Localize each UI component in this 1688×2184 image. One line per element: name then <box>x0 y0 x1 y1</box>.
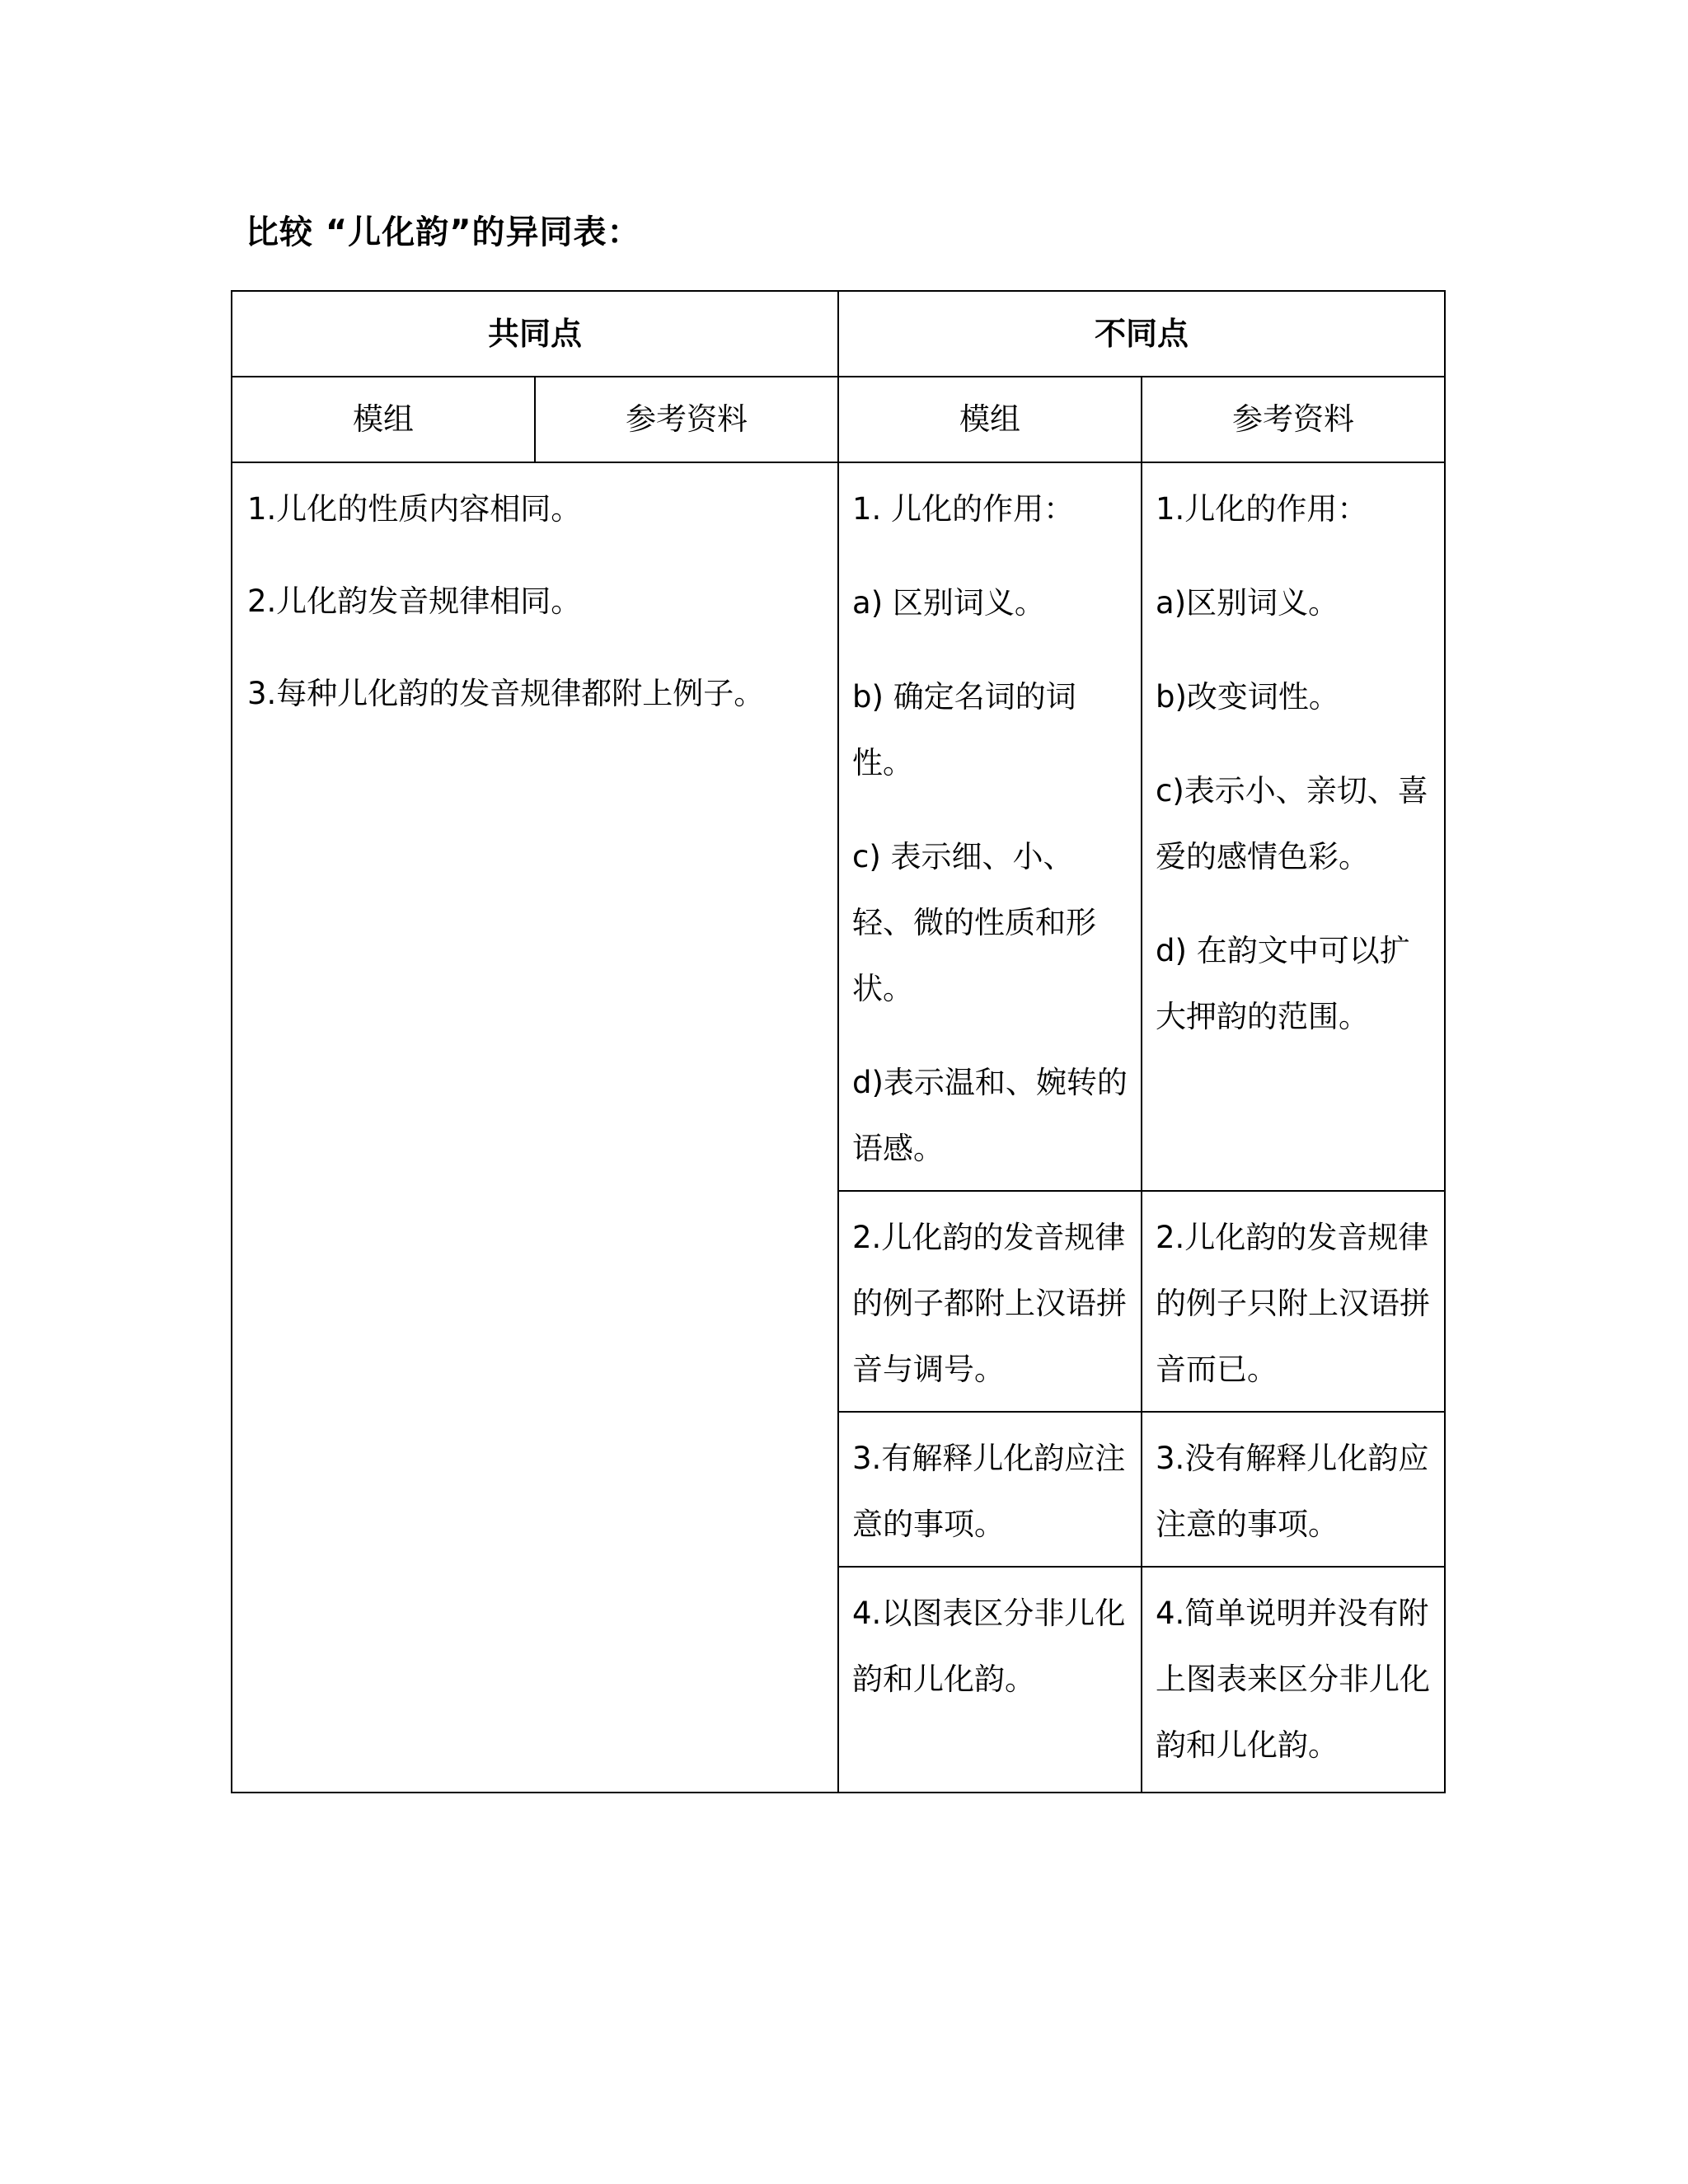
differences-header: 不同点 <box>838 291 1445 377</box>
common-points-cell <box>232 462 838 1793</box>
diff-module-text: d)表示温和、婉转的语感。 <box>852 1065 1128 1166</box>
table-row <box>232 462 1445 1191</box>
diff-reference-cell <box>1142 1191 1445 1412</box>
comparison-table <box>231 290 1446 1793</box>
diff-reference-text: 3.没有解释儿化韵应注意的事项。 <box>1156 1441 1429 1542</box>
diff-module-cell <box>838 1191 1142 1412</box>
common-points-header: 共同点 <box>232 291 838 377</box>
diff-reference-text: 1.儿化的作用： <box>1156 491 1368 527</box>
diff-reference-text: a)区别词义。 <box>1156 585 1339 621</box>
diff-reference-header: 参考资料 <box>1142 377 1445 462</box>
diff-reference-cell <box>1142 1412 1445 1567</box>
diff-reference-cell <box>1142 462 1445 1191</box>
diff-reference-text: c)表示小、亲切、喜爱的感情色彩。 <box>1156 773 1428 874</box>
diff-module-cell <box>838 462 1142 1191</box>
diff-reference-cell <box>1142 1567 1445 1793</box>
sub-header-row <box>232 377 1445 462</box>
diff-reference-text: 4.简单说明并没有附上图表来区分非儿化韵和儿化韵。 <box>1156 1596 1431 1763</box>
group-header-row <box>232 291 1445 377</box>
diff-module-text: a) 区别词义。 <box>852 585 1045 621</box>
common-point-item: 3.每种儿化韵的发音规律都附上例子。 <box>247 676 765 711</box>
common-reference-header: 参考资料 <box>535 377 838 462</box>
diff-module-header: 模组 <box>838 377 1142 462</box>
diff-module-text: 2.儿化韵的发音规律的例子都附上汉语拼音与调号。 <box>852 1220 1128 1387</box>
diff-module-text: c) 表示细、小、轻、微的性质和形状。 <box>852 839 1097 1006</box>
diff-reference-text: 2.儿化韵的发音规律的例子只附上汉语拼音而已。 <box>1156 1220 1431 1387</box>
diff-module-text: 1. 儿化的作用： <box>852 491 1075 527</box>
common-module-header: 模组 <box>232 377 535 462</box>
diff-module-text: 3.有解释儿化韵应注意的事项。 <box>852 1441 1126 1542</box>
common-point-item: 2.儿化韵发音规律相同。 <box>247 583 582 619</box>
diff-module-text: 4.以图表区分非儿化韵和儿化韵。 <box>852 1596 1126 1697</box>
diff-module-cell <box>838 1412 1142 1567</box>
common-point-item: 1.儿化的性质内容相同。 <box>247 491 582 527</box>
diff-reference-text: b)改变词性。 <box>1156 679 1339 715</box>
diff-module-text: b) 确定名词的词性。 <box>852 679 1076 780</box>
document-title: 比较 “儿化韵”的异同表： <box>246 213 641 251</box>
diff-module-cell <box>838 1567 1142 1793</box>
diff-reference-text: d) 在韵文中可以扩大押韵的范围。 <box>1156 933 1410 1034</box>
